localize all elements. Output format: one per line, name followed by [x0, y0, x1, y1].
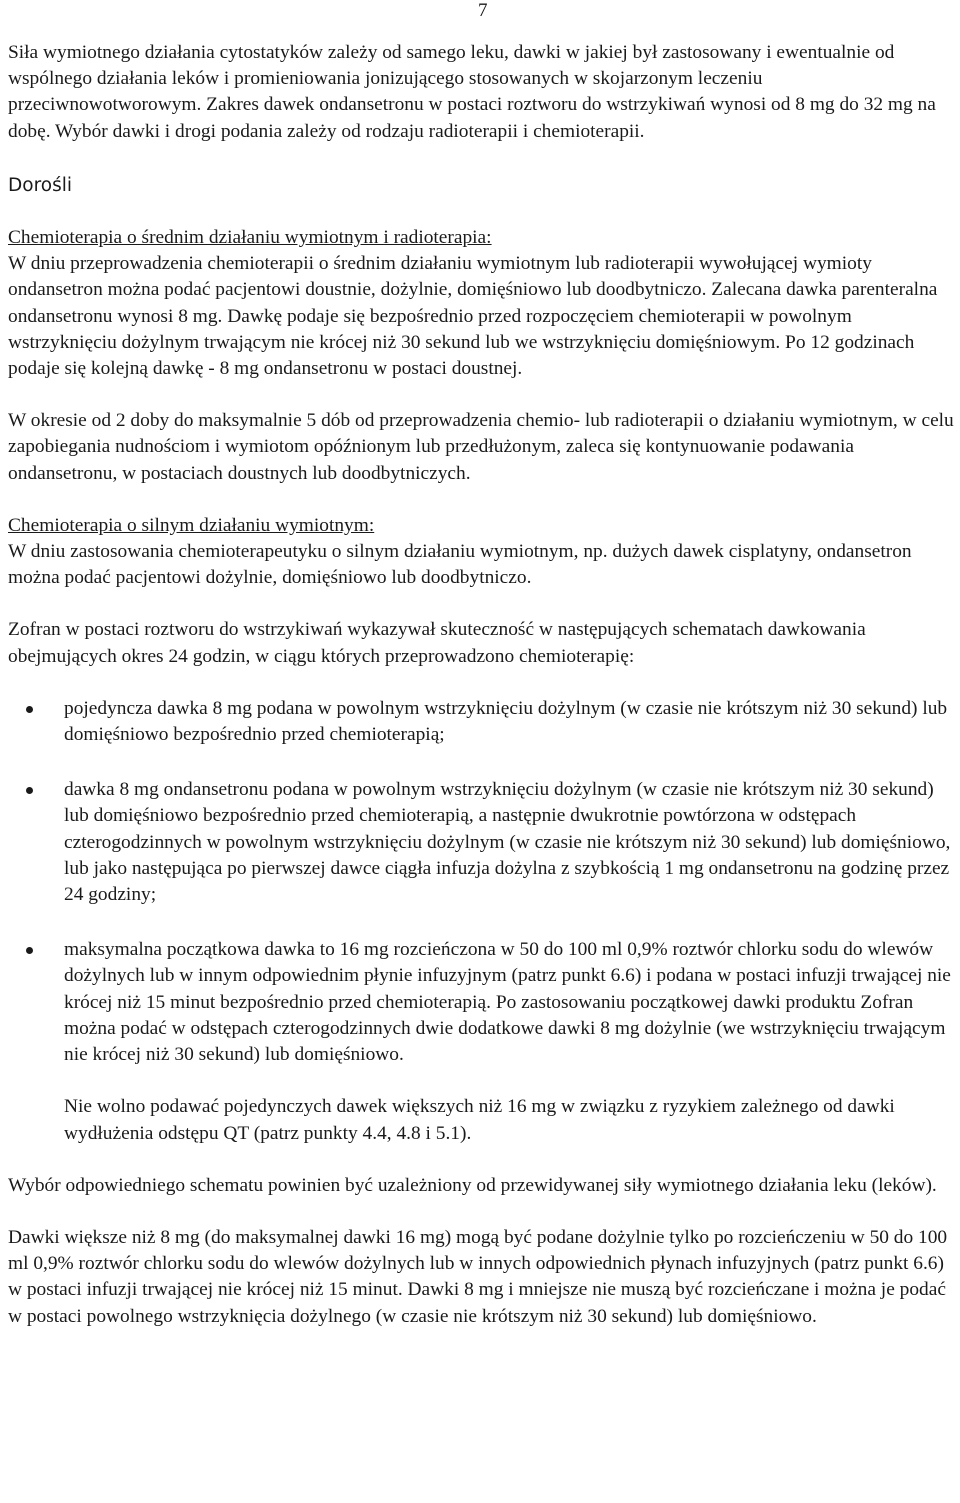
doses-paragraph: Dawki większe niż 8 mg (do maksymalnej dawki 16 mg) mogą być podane dożylnie tylko po rozcieńczeniu w 50 do 100 ml 0,9% roztwór chlorku sodu do wlewów dożylnych lub w innych odpowiednich płynach infuzyjnych (patrz punkt 6.6) w postaci infuzji trwającej nie krócej niż 15 minut. Dawki 8 mg i mniejsze nie muszą być rozcieńczane i można je podać w postaci powolnego wstrzyknięcia dożylnego (w czasie nie krótszym niż 30 sekund) lub domięśniowo.: [8, 1226, 948, 1327]
dosing-schedule-list: [8, 696, 960, 1147]
bullet-icon: [26, 947, 33, 954]
moderate-section: [8, 225, 960, 382]
zofran-intro-paragraph: Zofran w postaci roztworu do wstrzykiwań wykazywał skuteczność w następujących schematach dawkowania obejmujących okres 24 godzin, w ciągu których przeprowadzono chemioterapię:: [8, 619, 866, 667]
choice-paragraph: Wybór odpowiedniego schematu powinien być uzależniony od przewidywanej siły wymiotnego działania leku (leków).: [8, 1174, 937, 1196]
strong-section: [8, 513, 960, 592]
moderate-subheading: Chemioterapia o średnim działaniu wymiotnym i radioterapia:: [8, 227, 492, 249]
list-item-text: dawka 8 mg ondansetronu podana w powolnym wstrzyknięciu dożylnym (w czasie nie krótszym niż 30 sekund) lub domięśniowo bezpośrednio przed chemioterapią, a następnie dwukrotnie powtórzona w odstępach czterogodzinnych w powolnym wstrzyknięciu dożylnym (w czasie nie krótszym niż 30 sekund) lub domięśniowo, lub jako następująca po pierwszej dawce ciągła infuzja dożylna z szybkością 1 mg ondansetronu na godzinę przez 24 godziny;: [64, 779, 951, 906]
strong-text: W dniu zastosowania chemioterapeutyku o silnym działaniu wymiotnym, np. dużych dawek cisplatyny, ondansetron można podać pacjentowi dożylnie, domięśniowo lub doodbytniczo.: [8, 541, 912, 589]
moderate-text: W dniu przeprowadzenia chemioterapii o średnim działaniu wymiotnym lub radioterapii wywołującej wymioty ondansetron można podać pacjentowi doustnie, dożylnie, domięśniowo lub doodbytniczo. Zalecana dawka parenteralna ondansetronu wynosi 8 mg. Dawkę podaje się bezpośrednio przed rozpoczęciem chemioterapii w powolnym wstrzyknięciu dożylnym trwającym nie krócej niż 30 sekund lub we wstrzyknięciu domięśniowym. Po 12 godzinach podaje się kolejną dawkę - 8 mg ondansetronu w postaci doustnej.: [8, 253, 938, 380]
bullet-icon: [26, 706, 33, 713]
list-item-text: pojedyncza dawka 8 mg podana w powolnym wstrzyknięciu dożylnym (w czasie nie krótszym niż 30 sekund) lub domięśniowo bezpośrednio przed chemioterapią;: [64, 697, 948, 746]
continuation-paragraph: W okresie od 2 doby do maksymalnie 5 dób od przeprowadzenia chemio- lub radioterapii o działaniu wymiotnym, w celu zapobiegania nudnościom i wymiotom opóźnionym lub przedłużonym, zaleca się kontynuowanie podawania ondansetronu, w postaciach doustnych lub doodbytniczych.: [8, 410, 954, 484]
page-number: 7: [478, 0, 488, 21]
list-item: [8, 777, 960, 908]
list-item: [8, 937, 960, 1146]
intro-paragraph: Siła wymiotnego działania cytostatyków zależy od samego leku, dawki w jakiej był zastosowany i ewentualnie od wspólnego działania leków i promieniowania jonizującego stosowanych w skojarzonym leczeniu przeciwnowotworowym. Zakres dawek ondansetronu w postaci roztworu do wstrzykiwań wynosi od 8 mg do 32 mg na dobę. Wybór dawki i drogi podania zależy od rodzaju radioterapii i chemioterapii.: [8, 42, 936, 142]
strong-subheading: Chemioterapia o silnym działaniu wymiotnym:: [8, 514, 375, 536]
bullet-note: Nie wolno podawać pojedynczych dawek większych niż 16 mg w związku z ryzykiem zależnego od dawki wydłużenia odstępu QT (patrz punkty 4.4, 4.8 i 5.1).: [64, 1096, 895, 1144]
bullet-icon: [26, 787, 33, 794]
document-body: [8, 40, 960, 1330]
list-item: [8, 696, 960, 748]
adults-heading: Dorośli: [8, 174, 73, 196]
list-item-text: maksymalna początkowa dawka to 16 mg rozcieńczona w 50 do 100 ml 0,9% roztwór chlorku sodu do wlewów dożylnych lub w innym odpowiednim płynie infuzyjnym (patrz punkt 6.6) i podana w postaci infuzji trwającej nie krócej niż 15 minut bezpośrednio przed chemioterapią. Po zastosowaniu początkowej dawki produktu Zofran można podać w odstępach czterogodzinnych dwie dodatkowe dawki 8 mg dożylnie (we wstrzyknięciu trwającym nie krócej niż 30 sekund) lub domięśniowo.: [64, 939, 951, 1066]
